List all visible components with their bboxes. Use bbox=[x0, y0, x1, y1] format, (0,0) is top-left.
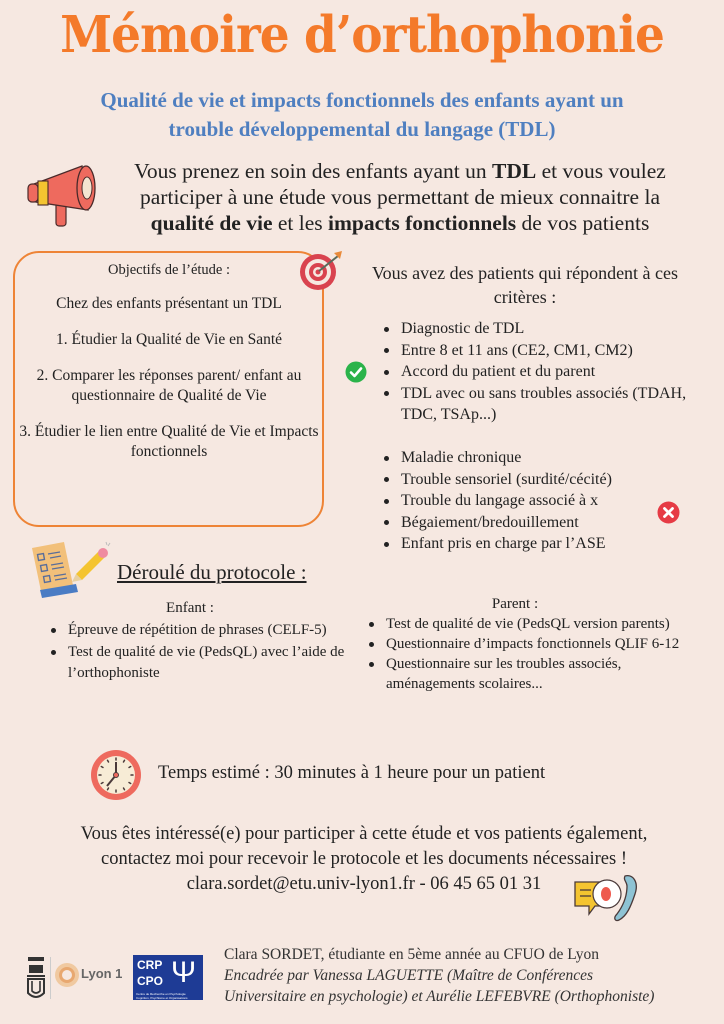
criteria-heading: Vous avez des patients qui répondent à ces critères : bbox=[371, 263, 679, 307]
inclusion-item: Accord du patient et du parent bbox=[381, 361, 701, 383]
objectives-heading: Objectifs de l’étude : bbox=[108, 262, 230, 278]
objective-item: 2. Comparer les réponses parent/ enfant au questionnaire de Qualité de Vie bbox=[36, 367, 302, 404]
footer-author: Clara SORDET, étudiante en 5ème année au CFUO de Lyon bbox=[224, 946, 600, 963]
intro-bold-qualite: qualité de vie bbox=[150, 211, 273, 235]
inclusion-item: Diagnostic de TDL bbox=[381, 318, 701, 340]
exclusion-item: Enfant pris en charge par l’ASE bbox=[381, 533, 681, 555]
lyon1-logo-icon bbox=[54, 962, 80, 988]
intro-bold-impacts: impacts fonctionnels bbox=[328, 211, 517, 235]
psi-icon: Ψ bbox=[171, 956, 197, 989]
inclusion-item: TDL avec ou sans troubles associés (TDAH, TDC, TSAp...) bbox=[381, 383, 701, 426]
check-circle-icon bbox=[345, 361, 367, 383]
objectives-content bbox=[14, 260, 324, 478]
parent-protocol-item: Test de qualité de vie (PedsQL version parents) bbox=[366, 614, 706, 634]
exclusion-item: Maladie chronique bbox=[381, 447, 681, 469]
page-title: Mémoire d’orthophonie bbox=[60, 5, 664, 66]
clock-icon bbox=[89, 748, 143, 802]
email-phone-icon bbox=[573, 872, 643, 924]
target-icon bbox=[298, 249, 346, 293]
contact-line-1: Vous êtes intéressé(e) pour participer à cette étude et vos patients également, bbox=[80, 824, 648, 844]
parent-protocol-list bbox=[366, 614, 706, 694]
intro-bold-tdl: TDL bbox=[492, 159, 537, 183]
contact-email-phone[interactable]: clara.sordet@etu.univ-lyon1.fr - 06 45 65 01 31 bbox=[186, 874, 542, 894]
protocol-heading: Déroulé du protocole : bbox=[117, 560, 307, 584]
inclusion-item: Entre 8 et 11 ans (CE2, CM1, CM2) bbox=[381, 340, 701, 362]
crp-cpo-logo: CRP CPO Ψ Centre de Recherche en Psychologie Cognition, Psychisme et Organisations bbox=[133, 955, 203, 1000]
checklist-icon bbox=[28, 540, 112, 604]
inclusion-criteria-list bbox=[381, 318, 701, 426]
parent-heading: Parent : bbox=[491, 596, 539, 612]
child-protocol-list bbox=[48, 620, 348, 685]
footer-credits bbox=[224, 944, 724, 1007]
megaphone-icon bbox=[26, 160, 102, 232]
lyon1-logo-text: Lyon 1 bbox=[81, 966, 123, 981]
objective-item: 1. Étudier la Qualité de Vie en Santé bbox=[55, 331, 283, 348]
objectives-context: Chez des enfants présentant un TDL bbox=[56, 295, 282, 312]
exclusion-item: Trouble sensoriel (surdité/cécité) bbox=[381, 469, 681, 491]
exclusion-criteria-list bbox=[381, 447, 681, 555]
exclusion-item: Bégaiement/bredouillement bbox=[381, 512, 681, 534]
subtitle-line-2: trouble développemental du langage (TDL) bbox=[168, 117, 556, 141]
parent-protocol-item: Questionnaire d’impacts fonctionnels QLIF 6-12 bbox=[366, 634, 706, 654]
page-subtitle bbox=[40, 86, 684, 144]
contact-line-2: contactez moi pour recevoir le protocole et les documents nécessaires ! bbox=[100, 849, 627, 869]
exclusion-item: Trouble du langage associé à x bbox=[381, 490, 681, 512]
estimated-time: Temps estimé : 30 minutes à 1 heure pour un patient bbox=[158, 763, 546, 783]
footer-supervisor-2: Universitaire en psychologie) et Aurélie LEFEBVRE (Orthophoniste) bbox=[224, 988, 655, 1005]
intro-paragraph: Vous prenez en soin des enfants ayant un TDL et vous voulez participer à une étude vous permettant de mieux connaitre la qualité de vie et les impacts fonctionnels de vos patients bbox=[134, 159, 666, 235]
cross-circle-icon bbox=[657, 501, 680, 524]
parent-protocol-item: Questionnaire sur les troubles associés, aménagements scolaires... bbox=[366, 654, 706, 694]
university-lion-logo-icon bbox=[25, 955, 47, 1001]
child-protocol-item: Épreuve de répétition de phrases (CELF-5) bbox=[48, 620, 348, 642]
objective-item: 3. Étudier le lien entre Qualité de Vie et Impacts fonctionnels bbox=[19, 423, 319, 460]
logo-divider bbox=[50, 957, 51, 999]
subtitle-line-1: Qualité de vie et impacts fonctionnels des enfants ayant un bbox=[100, 88, 624, 112]
child-protocol-item: Test de qualité de vie (PedsQL) avec l’aide de l’orthophoniste bbox=[48, 642, 348, 685]
footer-supervisor-1: Encadrée par Vanessa LAGUETTE (Maître de Conférences bbox=[224, 967, 594, 984]
child-heading: Enfant : bbox=[166, 600, 214, 616]
